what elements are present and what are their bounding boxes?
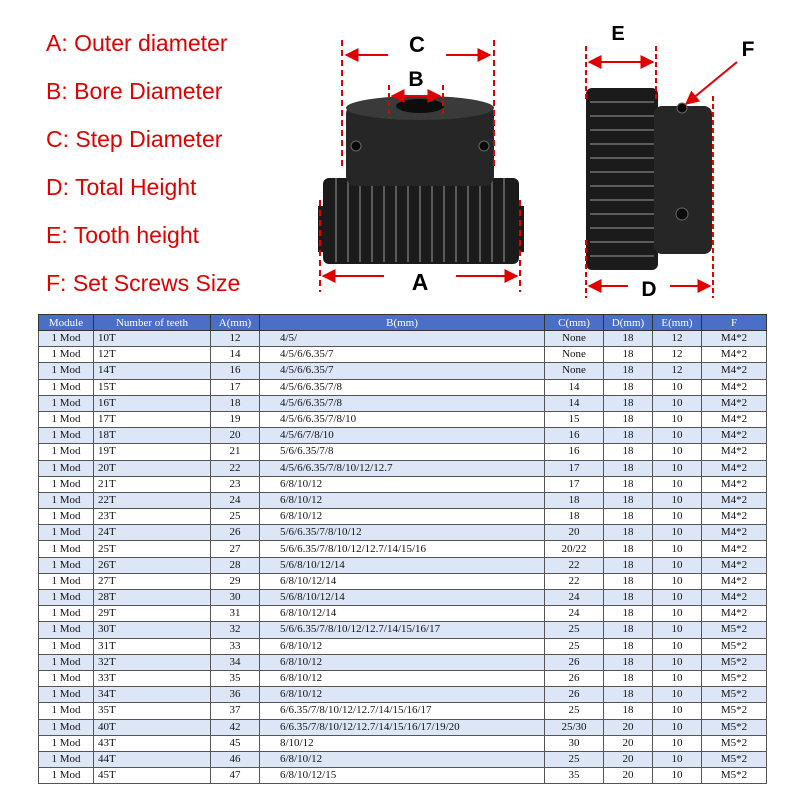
label-e: E [611,23,625,45]
cell-a: 16 [211,363,260,379]
cell-e: 10 [653,751,702,767]
cell-c: 24 [545,606,604,622]
cell-d: 18 [604,347,653,363]
cell-e: 10 [653,460,702,476]
cell-f: M4*2 [702,541,767,557]
cell-b: 5/6/6.35/7/8/10/12/12.7/14/15/16 [260,541,545,557]
cell-f: M4*2 [702,525,767,541]
table-row [39,768,767,784]
cell-c: 26 [545,687,604,703]
cell-b: 8/10/12 [260,735,545,751]
cell-a: 35 [211,670,260,686]
cell-c: 22 [545,573,604,589]
legend-item-b: B: Bore Diameter [46,78,223,104]
cell-teeth: 17T [94,411,211,427]
cell-module: 1 Mod [39,347,94,363]
cell-d: 18 [604,411,653,427]
table-row [39,428,767,444]
label-d: D [641,278,657,301]
cell-e: 10 [653,654,702,670]
cell-a: 20 [211,428,260,444]
table-row [39,460,767,476]
legend-item-d: D: Total Height [46,174,197,200]
cell-module: 1 Mod [39,492,94,508]
table-row [39,444,767,460]
table-row [39,573,767,589]
cell-c: None [545,347,604,363]
cell-d: 18 [604,573,653,589]
cell-c: 25 [545,638,604,654]
cell-f: M4*2 [702,428,767,444]
cell-d: 18 [604,590,653,606]
cell-d: 18 [604,670,653,686]
cell-f: M5*2 [702,622,767,638]
cell-e: 10 [653,687,702,703]
cell-e: 10 [653,606,702,622]
cell-a: 47 [211,768,260,784]
cell-b: 6/8/10/12 [260,751,545,767]
cell-f: M4*2 [702,590,767,606]
gear-hub [346,96,494,186]
cell-e: 10 [653,703,702,719]
cell-e: 10 [653,735,702,751]
cell-b: 6/8/10/12/15 [260,768,545,784]
cell-module: 1 Mod [39,411,94,427]
cell-c: 25 [545,751,604,767]
cell-module: 1 Mod [39,379,94,395]
cell-e: 10 [653,768,702,784]
table-row [39,735,767,751]
cell-teeth: 10T [94,331,211,347]
cell-b: 6/8/10/12/14 [260,606,545,622]
cell-f: M4*2 [702,331,767,347]
cell-a: 24 [211,492,260,508]
gear-side-view [586,23,755,301]
cell-f: M4*2 [702,460,767,476]
cell-a: 17 [211,379,260,395]
header-f: F [702,315,767,331]
table-header-row [39,315,767,331]
cell-f: M4*2 [702,606,767,622]
cell-module: 1 Mod [39,363,94,379]
cell-module: 1 Mod [39,638,94,654]
cell-module: 1 Mod [39,460,94,476]
gear-teeth [318,178,524,264]
cell-d: 18 [604,622,653,638]
cell-teeth: 16T [94,395,211,411]
cell-teeth: 40T [94,719,211,735]
cell-b: 5/6/6.35/7/8/10/12 [260,525,545,541]
cell-c: 18 [545,509,604,525]
cell-module: 1 Mod [39,735,94,751]
cell-b: 4/5/6/6.35/7 [260,347,545,363]
cell-module: 1 Mod [39,573,94,589]
legend-item-f: F: Set Screws Size [46,270,241,296]
header-teeth: Number of teeth [94,315,211,331]
cell-b: 6/6.35/7/8/10/12/12.7/14/15/16/17/19/20 [260,719,545,735]
cell-d: 20 [604,751,653,767]
table-row [39,411,767,427]
cell-e: 10 [653,590,702,606]
table-row [39,541,767,557]
cell-b: 4/5/6/7/8/10 [260,428,545,444]
cell-module: 1 Mod [39,557,94,573]
cell-c: 14 [545,395,604,411]
header-module: Module [39,315,94,331]
cell-a: 46 [211,751,260,767]
table-row [39,525,767,541]
cell-b: 5/6/6.35/7/8 [260,444,545,460]
cell-teeth: 18T [94,428,211,444]
cell-teeth: 15T [94,379,211,395]
header-e: E(mm) [653,315,702,331]
cell-a: 23 [211,476,260,492]
cell-c: 14 [545,379,604,395]
legend-item-a: A: Outer diameter [46,30,228,56]
cell-c: 17 [545,460,604,476]
cell-a: 32 [211,622,260,638]
cell-f: M4*2 [702,411,767,427]
cell-b: 6/8/10/12 [260,509,545,525]
table-row [39,492,767,508]
cell-c: None [545,331,604,347]
header-a: A(mm) [211,315,260,331]
cell-teeth: 14T [94,363,211,379]
cell-f: M5*2 [702,687,767,703]
cell-teeth: 23T [94,509,211,525]
cell-e: 10 [653,622,702,638]
cell-c: 26 [545,654,604,670]
cell-module: 1 Mod [39,751,94,767]
cell-d: 18 [604,654,653,670]
cell-module: 1 Mod [39,428,94,444]
cell-b: 4/5/6/6.35/7 [260,363,545,379]
cell-module: 1 Mod [39,654,94,670]
cell-module: 1 Mod [39,670,94,686]
cell-b: 4/5/6/6.35/7/8/10/12/12.7 [260,460,545,476]
cell-c: 35 [545,768,604,784]
cell-teeth: 32T [94,654,211,670]
cell-f: M5*2 [702,751,767,767]
cell-teeth: 28T [94,590,211,606]
cell-module: 1 Mod [39,331,94,347]
table-row [39,590,767,606]
cell-module: 1 Mod [39,444,94,460]
cell-teeth: 31T [94,638,211,654]
cell-c: 16 [545,428,604,444]
cell-f: M4*2 [702,363,767,379]
cell-d: 18 [604,476,653,492]
cell-teeth: 30T [94,622,211,638]
cell-c: 18 [545,492,604,508]
cell-f: M5*2 [702,638,767,654]
table-row [39,719,767,735]
cell-module: 1 Mod [39,509,94,525]
cell-d: 18 [604,606,653,622]
cell-d: 18 [604,638,653,654]
table-row [39,331,767,347]
cell-b: 4/5/6/6.35/7/8 [260,395,545,411]
table-row [39,622,767,638]
table-body [39,331,767,784]
cell-f: M4*2 [702,444,767,460]
cell-c: 26 [545,670,604,686]
cell-module: 1 Mod [39,541,94,557]
cell-b: 6/8/10/12 [260,654,545,670]
cell-f: M4*2 [702,573,767,589]
cell-c: 16 [545,444,604,460]
cell-c: 25 [545,703,604,719]
spec-table [38,314,767,784]
cell-module: 1 Mod [39,525,94,541]
table-row [39,606,767,622]
cell-f: M4*2 [702,476,767,492]
table-row [39,670,767,686]
cell-teeth: 27T [94,573,211,589]
cell-c: None [545,363,604,379]
header-b: B(mm) [260,315,545,331]
cell-teeth: 25T [94,541,211,557]
cell-e: 10 [653,379,702,395]
cell-module: 1 Mod [39,590,94,606]
header-d: D(mm) [604,315,653,331]
cell-teeth: 43T [94,735,211,751]
cell-d: 18 [604,331,653,347]
cell-d: 18 [604,509,653,525]
table-row [39,557,767,573]
cell-b: 5/6/8/10/12/14 [260,590,545,606]
cell-d: 18 [604,541,653,557]
table-row [39,703,767,719]
cell-teeth: 20T [94,460,211,476]
cell-e: 10 [653,541,702,557]
cell-f: M5*2 [702,670,767,686]
cell-module: 1 Mod [39,606,94,622]
cell-c: 30 [545,735,604,751]
cell-f: M4*2 [702,379,767,395]
table-row [39,395,767,411]
cell-teeth: 33T [94,670,211,686]
cell-e: 10 [653,492,702,508]
cell-d: 18 [604,557,653,573]
cell-d: 18 [604,444,653,460]
cell-e: 10 [653,719,702,735]
cell-b: 6/8/10/12 [260,492,545,508]
cell-a: 22 [211,460,260,476]
cell-teeth: 34T [94,687,211,703]
legend-item-c: C: Step Diameter [46,126,223,152]
cell-module: 1 Mod [39,622,94,638]
cell-a: 29 [211,573,260,589]
cell-b: 5/6/8/10/12/14 [260,557,545,573]
cell-d: 18 [604,492,653,508]
table-row [39,379,767,395]
cell-d: 18 [604,687,653,703]
cell-b: 6/8/10/12 [260,638,545,654]
cell-module: 1 Mod [39,687,94,703]
cell-f: M5*2 [702,768,767,784]
cell-b: 4/5/ [260,331,545,347]
cell-d: 20 [604,719,653,735]
cell-d: 18 [604,428,653,444]
cell-f: M4*2 [702,395,767,411]
cell-module: 1 Mod [39,719,94,735]
cell-a: 28 [211,557,260,573]
cell-b: 6/8/10/12 [260,670,545,686]
cell-a: 42 [211,719,260,735]
cell-e: 10 [653,509,702,525]
cell-a: 31 [211,606,260,622]
table-row [39,347,767,363]
cell-e: 10 [653,444,702,460]
cell-f: M5*2 [702,703,767,719]
cell-f: M5*2 [702,719,767,735]
gear-diagram [0,0,800,310]
cell-b: 4/5/6/6.35/7/8/10 [260,411,545,427]
cell-c: 24 [545,590,604,606]
table-row [39,509,767,525]
cell-a: 30 [211,590,260,606]
cell-e: 10 [653,395,702,411]
cell-a: 26 [211,525,260,541]
cell-d: 18 [604,363,653,379]
cell-e: 10 [653,638,702,654]
cell-teeth: 19T [94,444,211,460]
cell-a: 19 [211,411,260,427]
cell-e: 12 [653,331,702,347]
cell-teeth: 22T [94,492,211,508]
cell-a: 25 [211,509,260,525]
cell-b: 6/8/10/12/14 [260,573,545,589]
cell-teeth: 21T [94,476,211,492]
cell-a: 34 [211,654,260,670]
cell-teeth: 44T [94,751,211,767]
cell-d: 18 [604,703,653,719]
label-c: C [409,32,425,57]
cell-e: 10 [653,428,702,444]
cell-b: 6/6.35/7/8/10/12/12.7/14/15/16/17 [260,703,545,719]
cell-teeth: 24T [94,525,211,541]
table-row [39,654,767,670]
cell-f: M4*2 [702,492,767,508]
table-row [39,687,767,703]
cell-d: 18 [604,379,653,395]
cell-f: M5*2 [702,735,767,751]
table-row [39,363,767,379]
cell-e: 10 [653,557,702,573]
cell-f: M4*2 [702,347,767,363]
cell-e: 10 [653,525,702,541]
table-row [39,638,767,654]
gear-front-view [318,32,524,295]
cell-b: 6/8/10/12 [260,687,545,703]
cell-d: 18 [604,525,653,541]
cell-teeth: 12T [94,347,211,363]
cell-a: 36 [211,687,260,703]
cell-module: 1 Mod [39,395,94,411]
cell-c: 22 [545,557,604,573]
cell-e: 10 [653,670,702,686]
cell-module: 1 Mod [39,476,94,492]
cell-e: 10 [653,476,702,492]
cell-d: 20 [604,735,653,751]
cell-teeth: 26T [94,557,211,573]
cell-a: 27 [211,541,260,557]
cell-a: 21 [211,444,260,460]
cell-e: 12 [653,363,702,379]
cell-teeth: 35T [94,703,211,719]
cell-e: 10 [653,573,702,589]
cell-a: 18 [211,395,260,411]
table-row [39,476,767,492]
cell-b: 4/5/6/6.35/7/8 [260,379,545,395]
cell-e: 10 [653,411,702,427]
label-f: F [741,38,755,61]
cell-c: 20/22 [545,541,604,557]
cell-a: 37 [211,703,260,719]
cell-d: 20 [604,768,653,784]
header-c: C(mm) [545,315,604,331]
cell-a: 33 [211,638,260,654]
cell-c: 17 [545,476,604,492]
cell-c: 25 [545,622,604,638]
cell-b: 5/6/6.35/7/8/10/12/12.7/14/15/16/17 [260,622,545,638]
label-a: A [411,269,429,295]
cell-b: 6/8/10/12 [260,476,545,492]
cell-f: M5*2 [702,654,767,670]
label-b: B [408,68,424,91]
cell-teeth: 45T [94,768,211,784]
legend-item-e: E: Tooth height [46,222,200,248]
cell-f: M4*2 [702,509,767,525]
cell-c: 25/30 [545,719,604,735]
cell-a: 45 [211,735,260,751]
cell-e: 12 [653,347,702,363]
cell-teeth: 29T [94,606,211,622]
table-row [39,751,767,767]
cell-f: M4*2 [702,557,767,573]
cell-a: 12 [211,331,260,347]
cell-module: 1 Mod [39,768,94,784]
cell-d: 18 [604,460,653,476]
cell-d: 18 [604,395,653,411]
cell-c: 20 [545,525,604,541]
cell-module: 1 Mod [39,703,94,719]
cell-c: 15 [545,411,604,427]
cell-a: 14 [211,347,260,363]
